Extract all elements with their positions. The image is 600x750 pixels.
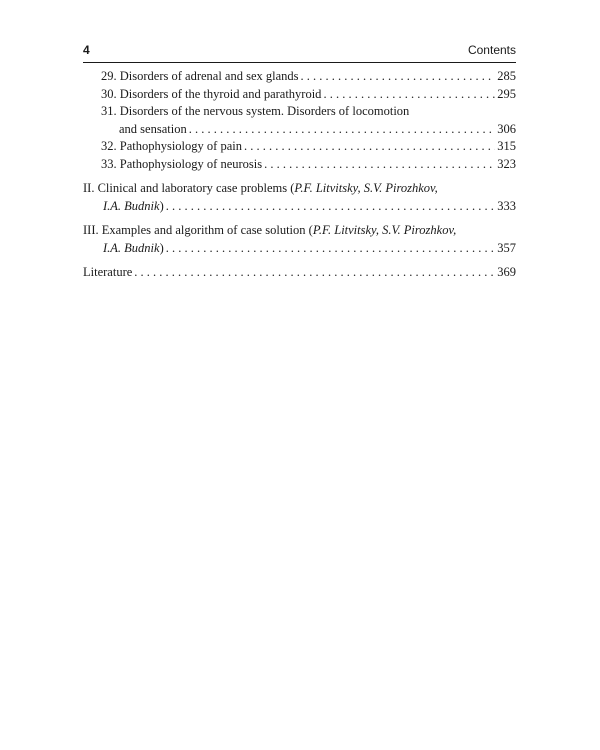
toc-part-ii[interactable] <box>83 180 516 215</box>
leader-dots <box>264 156 495 174</box>
toc-entry-page: 369 <box>497 265 516 279</box>
leader-dots <box>166 198 495 216</box>
toc-entry-page: 333 <box>497 198 516 213</box>
toc-entry-page: 285 <box>497 69 516 83</box>
toc-entry-authors: P.F. Litvitsky, S.V. Pirozhkov, <box>294 181 438 195</box>
header-rule <box>83 62 516 63</box>
toc-entry-33[interactable] <box>83 156 516 174</box>
toc-entry-31[interactable] <box>83 103 516 138</box>
toc-entry-29[interactable] <box>83 68 516 86</box>
toc-entry-title: 30. Disorders of the thyroid and parathyroid <box>101 86 322 101</box>
toc-entry-32[interactable] <box>83 138 516 156</box>
leader-dots <box>134 264 495 282</box>
toc-part-iii[interactable] <box>83 222 516 257</box>
running-header <box>83 43 516 61</box>
page-number: 4 <box>83 43 90 57</box>
leader-dots <box>244 138 495 156</box>
leader-dots <box>323 86 495 104</box>
toc-entry-page: 306 <box>497 121 516 136</box>
toc-entry-page: 315 <box>497 139 516 153</box>
toc-entry-page: 323 <box>497 156 516 171</box>
toc-entry-authors: I.A. Budnik <box>103 198 160 213</box>
toc-entry-page: 295 <box>497 86 516 101</box>
toc-entry-title-suffix: ) <box>159 240 164 255</box>
toc-entry-page: 357 <box>497 240 516 255</box>
table-of-contents <box>83 68 516 282</box>
toc-literature[interactable] <box>83 264 516 282</box>
toc-entry-title: III. Examples and algorithm of case solution ( <box>83 223 313 237</box>
toc-entry-authors: I.A. Budnik <box>103 240 160 255</box>
leader-dots <box>166 240 495 258</box>
toc-entry-authors: P.F. Litvitsky, S.V. Pirozhkov, <box>312 223 457 237</box>
toc-entry-title: Literature <box>83 265 133 279</box>
running-title: Contents <box>467 43 516 57</box>
toc-entry-title-suffix: ) <box>159 198 164 213</box>
toc-entry-title: 31. Disorders of the nervous system. Disorders of locomotion <box>101 104 410 118</box>
toc-entry-30[interactable] <box>83 86 516 104</box>
toc-entry-title-continued: and sensation <box>119 121 187 136</box>
toc-entry-title: 32. Pathophysiology of pain <box>101 139 242 153</box>
leader-dots <box>301 68 496 86</box>
toc-entry-title: 33. Pathophysiology of neurosis <box>101 156 263 171</box>
leader-dots <box>189 121 496 139</box>
toc-entry-title: 29. Disorders of adrenal and sex glands <box>101 69 299 83</box>
toc-entry-title: II. Clinical and laboratory case problems ( <box>83 181 295 195</box>
